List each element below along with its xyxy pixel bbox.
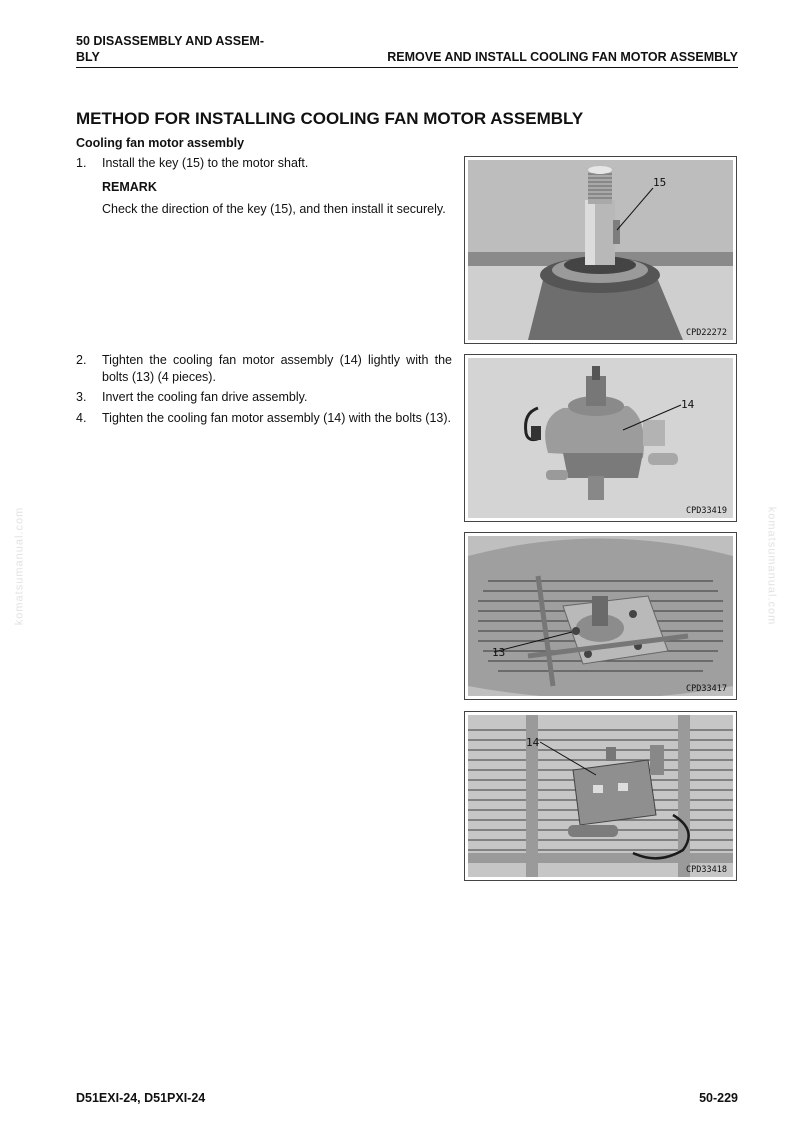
figure-fan-motor-inverted <box>464 711 737 881</box>
step-number: 2. <box>76 353 87 367</box>
step-text: Install the key (15) to the motor shaft. <box>102 156 309 170</box>
step-number: 3. <box>76 390 87 404</box>
section-heading: REMOVE AND INSTALL COOLING FAN MOTOR ASSEMBLY <box>387 50 738 64</box>
procedure-subtitle: Cooling fan motor assembly <box>76 136 245 150</box>
figure-callout: 15 <box>653 176 667 189</box>
figure-code: CPD33417 <box>686 684 727 694</box>
step-4 <box>76 410 452 427</box>
step-text: Tighten the cooling fan motor assembly (14) lightly with the bolts (13) (4 pieces). <box>102 353 452 384</box>
step-3 <box>76 389 452 406</box>
step-number: 4. <box>76 411 87 425</box>
chapter-heading-line1: 50 DISASSEMBLY AND ASSEM- <box>76 34 265 48</box>
model-designation: D51EXI-24, D51PXI-24 <box>76 1091 206 1105</box>
step-2 <box>76 352 452 386</box>
figure-code: CPD33419 <box>686 506 727 516</box>
figure-code: CPD33418 <box>686 865 727 875</box>
page-title: METHOD FOR INSTALLING COOLING FAN MOTOR ASSEMBLY <box>76 109 584 128</box>
step-number: 1. <box>76 156 87 170</box>
figure-callout: 13 <box>492 646 506 659</box>
figure-fan-bolts <box>464 532 737 700</box>
remark-heading: REMARK <box>102 180 157 194</box>
chapter-heading-line2: BLY <box>76 50 100 64</box>
fan-bolts-render <box>468 536 733 696</box>
chapter-heading <box>76 33 296 65</box>
step-text: Invert the cooling fan drive assembly. <box>102 390 308 404</box>
fan-motor-render <box>468 358 733 518</box>
figure-callout: 14 <box>681 398 695 411</box>
header-divider <box>76 67 738 68</box>
figure-fan-motor-assembly <box>464 354 737 522</box>
watermark-left: komatsumanual.com <box>13 506 26 626</box>
fan-motor-inverted-render <box>468 715 733 877</box>
figure-callout: 14 <box>526 736 540 749</box>
figure-code: CPD22272 <box>686 328 727 338</box>
remark-text: Check the direction of the key (15), and then install it securely. <box>102 202 446 216</box>
page-number: 50-229 <box>699 1091 738 1105</box>
step-1 <box>76 155 452 172</box>
motor-shaft-photo <box>468 160 733 340</box>
watermark-right: komatsumanual.com <box>765 506 778 626</box>
step-text: Tighten the cooling fan motor assembly (14) with the bolts (13). <box>102 411 452 425</box>
figure-motor-shaft-key <box>464 156 737 344</box>
